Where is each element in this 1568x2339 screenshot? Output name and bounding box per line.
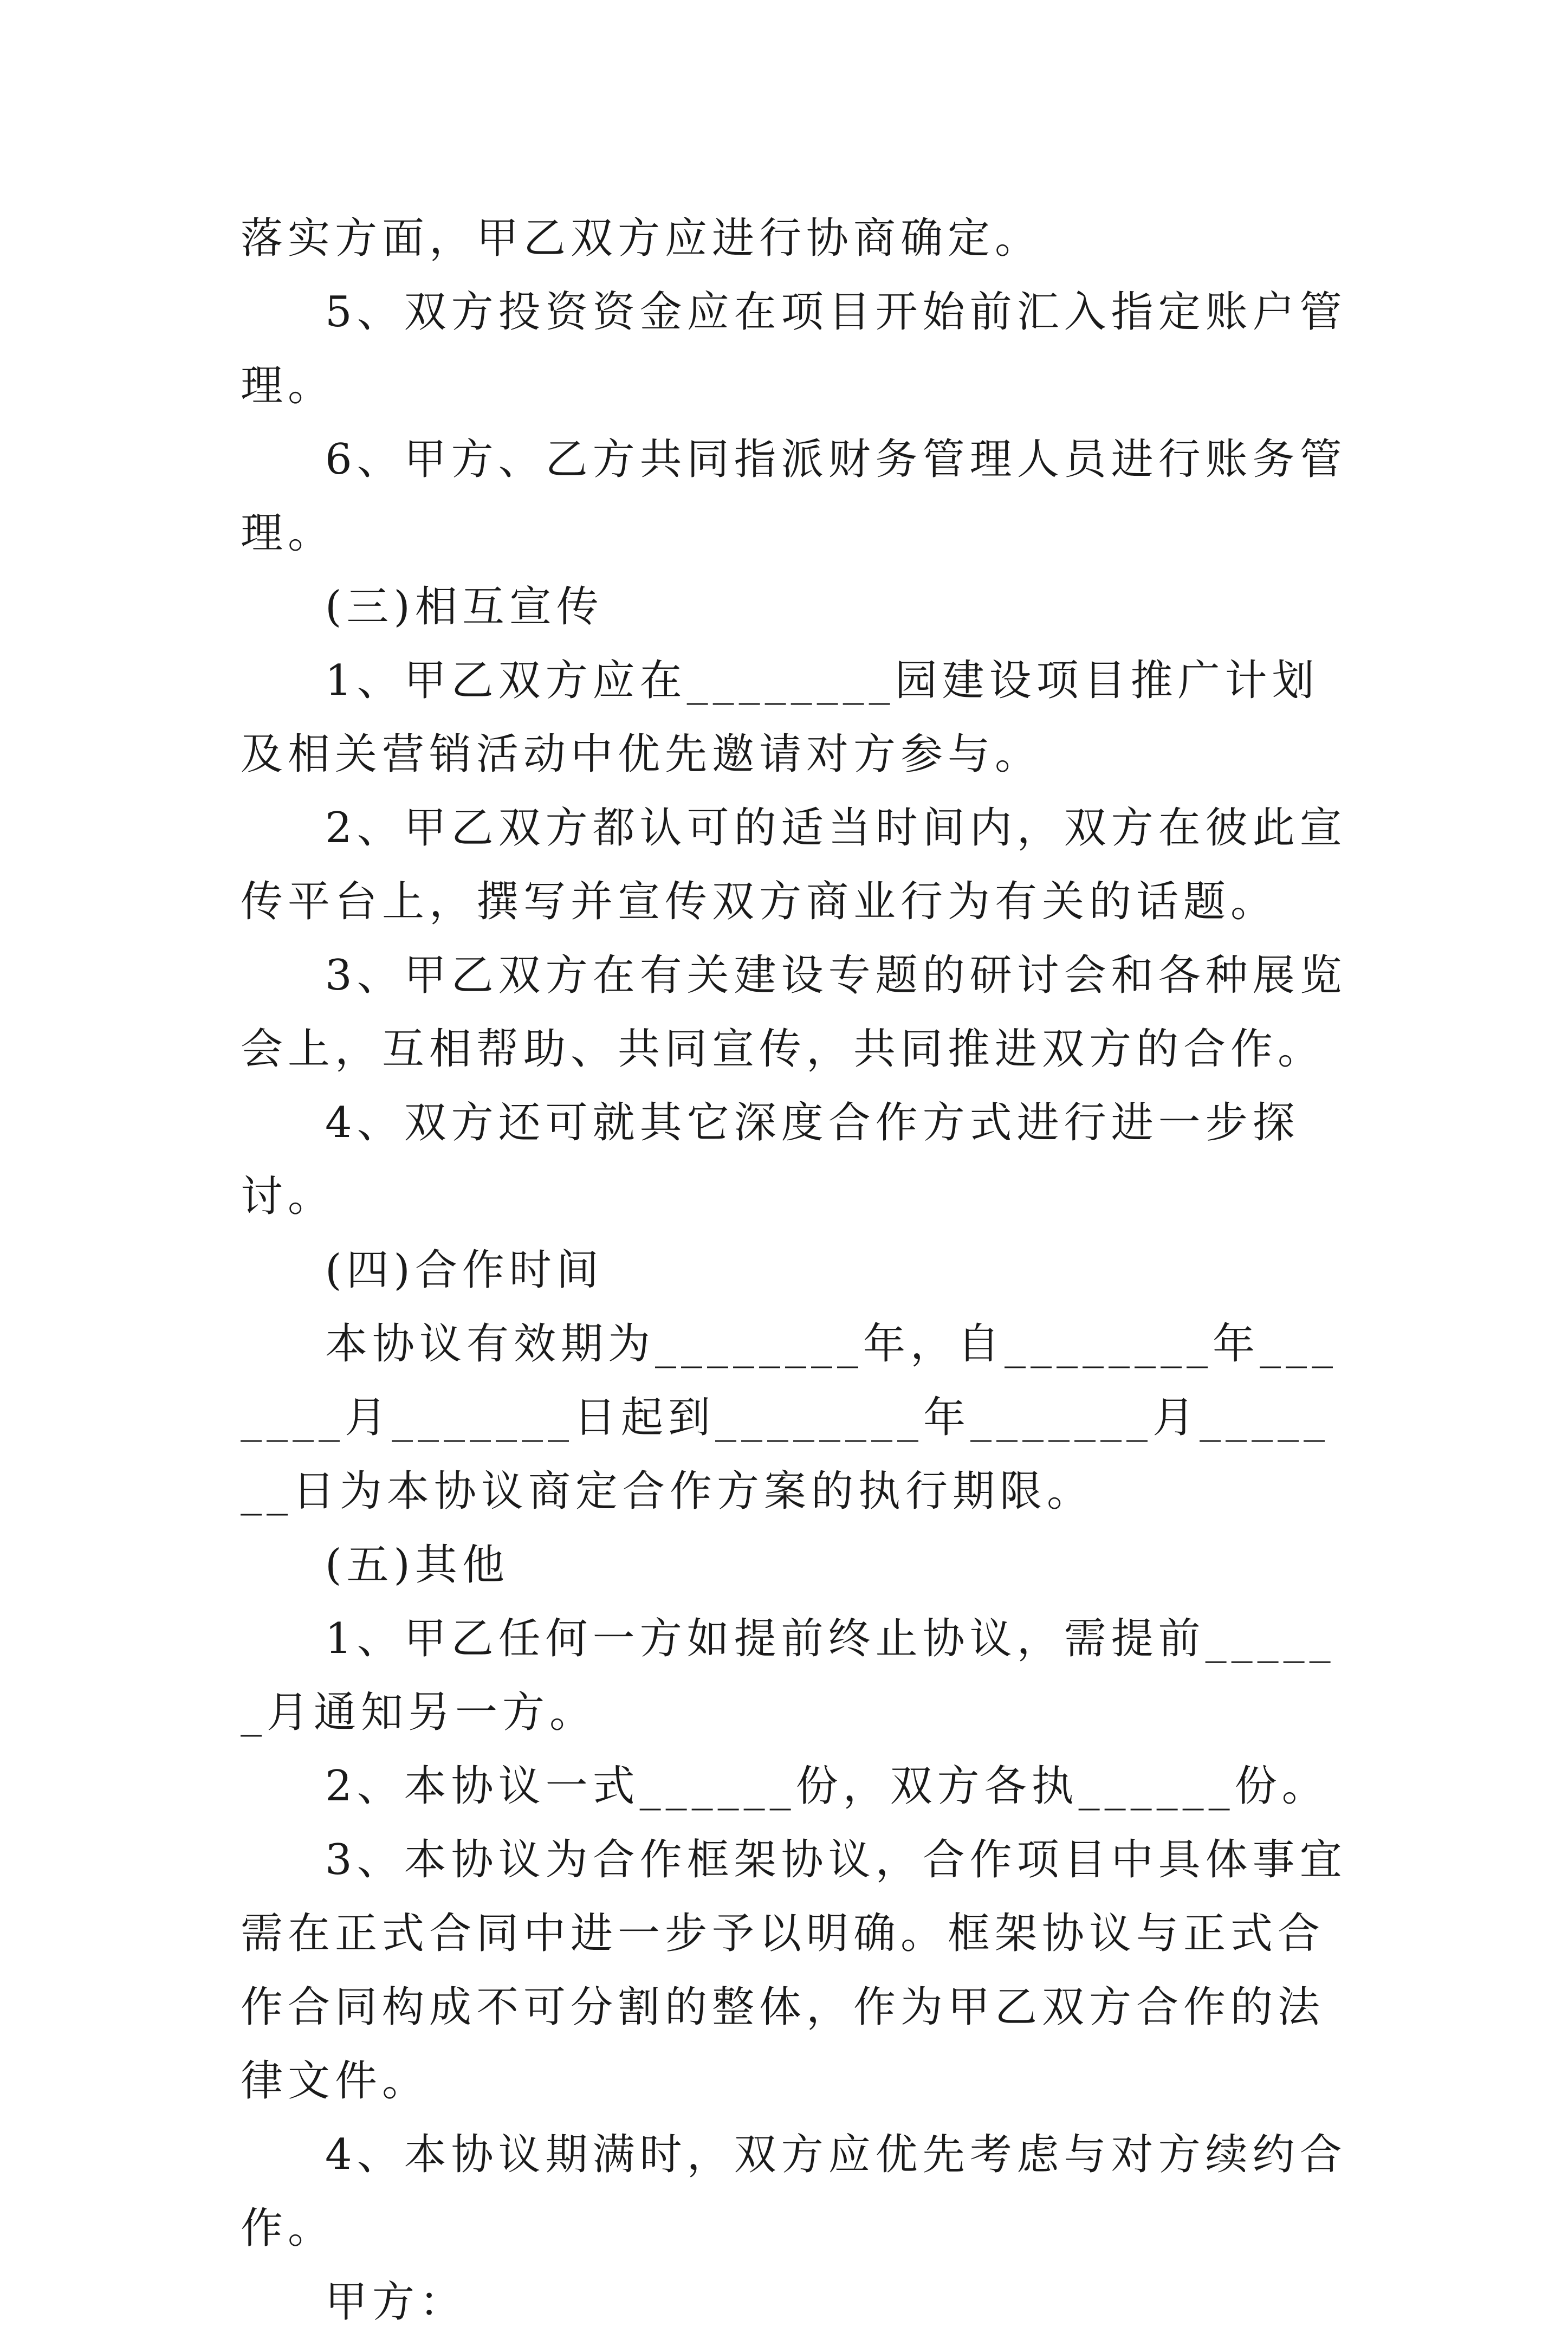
clause-5-3: 3、本协议为合作框架协议，合作项目中具体事宜需在正式合同中进一步予以明确。框架协议与正式合作合同构成不可分割的整体，作为甲乙双方合作的法律文件。 — [241, 1836, 1347, 2105]
clause-3-4: 4、双方还可就其它深度合作方式进行进一步探讨。 — [241, 1099, 1300, 1221]
section-heading-5: (五)其他 — [325, 1541, 509, 1590]
party-a-signature-label: 甲方： — [325, 2278, 467, 2327]
clause-2-6: 6、甲方、乙方共同指派财务管理人员进行账务管理。 — [241, 435, 1347, 558]
clause-5-1: 1、甲乙任何一方如提前终止协议，需提前______月通知另一方。 — [241, 1614, 1336, 1737]
clause-4-1: 本协议有效期为________年，自________年_______月_______日起到________年_______月_______日为本协议商定合作方案的执行期限。 — [241, 1320, 1338, 1516]
section-heading-3: (三)相互宣传 — [325, 583, 604, 631]
clause-3-2: 2、甲乙双方都认可的适当时间内，双方在彼此宣传平台上，撰写并宣传双方商业行为有关的话题。 — [241, 804, 1347, 926]
clause-5-4: 4、本协议期满时，双方应优先考虑与对方续约合作。 — [241, 2130, 1347, 2253]
clause-5-2: 2、本协议一式______份，双方各执______份。 — [325, 1762, 1329, 1811]
document-body — [241, 202, 1351, 2339]
paragraph-continuation: 落实方面，甲乙双方应进行协商确定。 — [241, 214, 1042, 263]
clause-3-3: 3、甲乙双方在有关建设专题的研讨会和各种展览会上，互相帮助、共同宣传，共同推进双方的合作。 — [241, 951, 1347, 1074]
clause-3-1: 1、甲乙双方应在________园建设项目推广计划及相关营销活动中优先邀请对方参与。 — [241, 656, 1319, 779]
clause-2-5: 5、双方投资资金应在项目开始前汇入指定账户管理。 — [241, 288, 1347, 410]
section-heading-4: (四)合作时间 — [325, 1246, 604, 1295]
